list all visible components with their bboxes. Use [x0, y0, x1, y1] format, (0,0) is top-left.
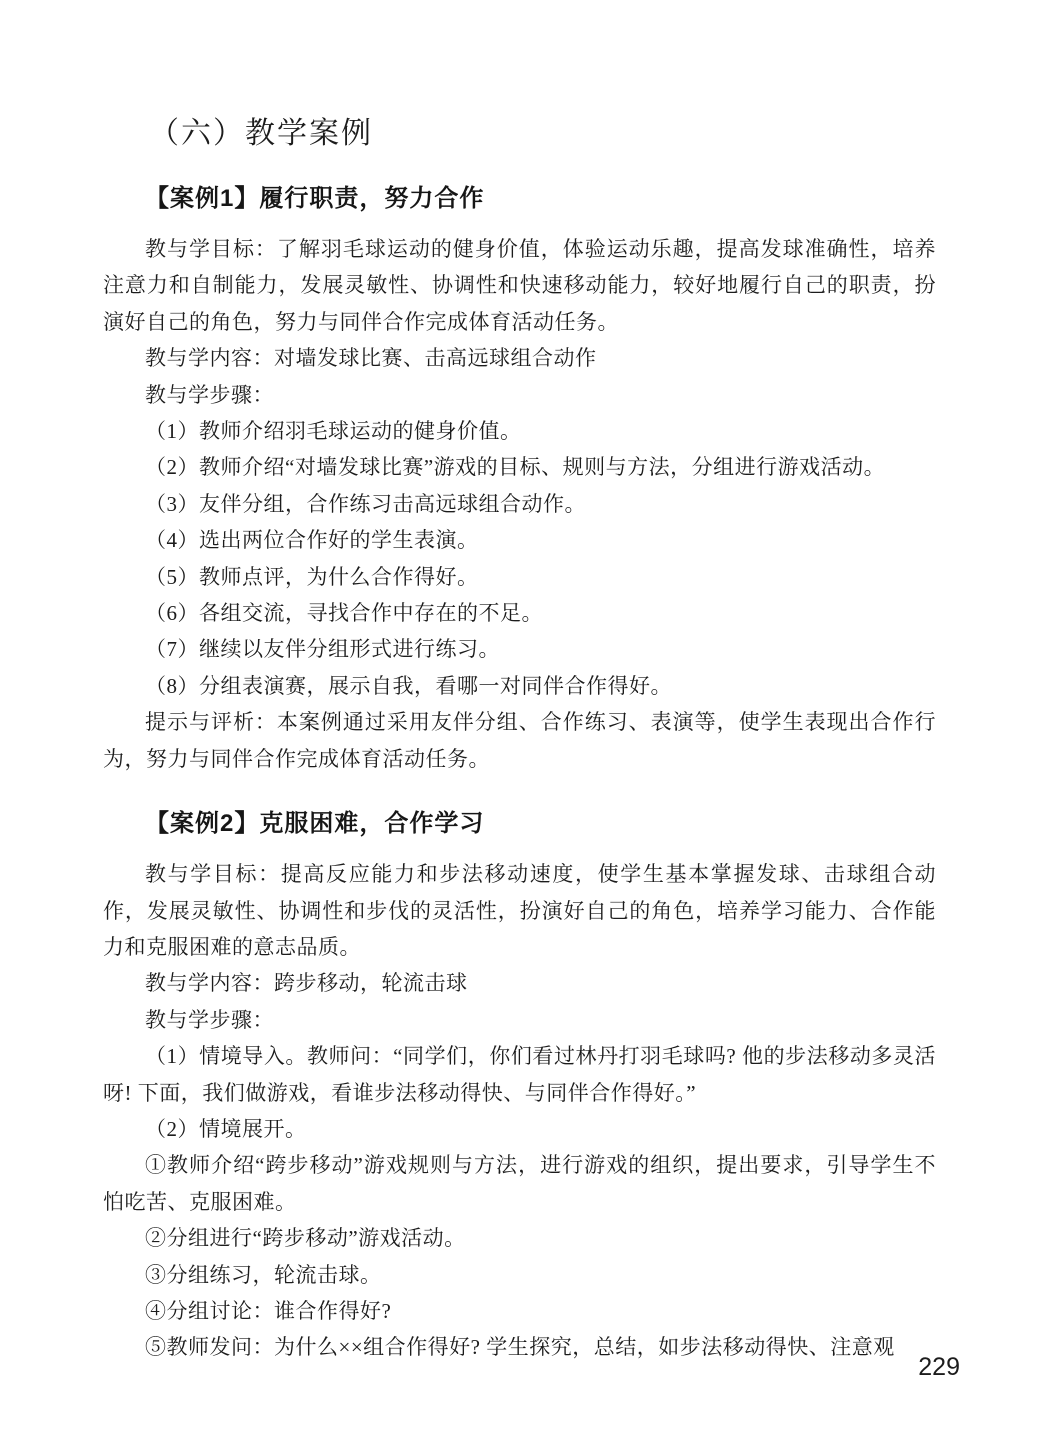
- case1-goals-paragraph: 教与学目标：了解羽毛球运动的健身价值，体验运动乐趣，提高发球准确性，培养注意力和自制能力，发展灵敏性、协调性和快速移动能力，较好地履行自己的职责，扮演好自己的角色，努力与同伴合作完成体育活动任务。: [103, 237, 936, 334]
- case1-step-8: （8）分组表演赛，展示自我，看哪一对同伴合作得好。: [145, 673, 672, 698]
- case2-substep-5: ⑤教师发问：为什么××组合作得好? 学生探究，总结，如步法移动得快、注意观: [145, 1335, 895, 1360]
- case2-substep-1: ①教师介绍“跨步移动”游戏规则与方法，进行游戏的组织，提出要求，引导学生不怕吃苦、克服困难。: [103, 1153, 936, 1214]
- case2-steps-label: 教与学步骤：: [145, 1007, 274, 1032]
- case1-steps-label: 教与学步骤：: [145, 382, 274, 407]
- section-title: （六）教学案例: [149, 117, 373, 150]
- case2-body: [103, 856, 936, 1366]
- case2-section: [103, 803, 936, 1366]
- case1-step-6: （6）各组交流，寻找合作中存在的不足。: [145, 601, 543, 626]
- case1-tips-paragraph: 提示与评析：本案例通过采用友伴分组、合作练习、表演等，使学生表现出合作行为，努力与同伴合作完成体育活动任务。: [103, 710, 936, 771]
- case1-step-2: （2）教师介绍“对墙发球比赛”游戏的目标、规则与方法，分组进行游戏活动。: [145, 455, 886, 480]
- case2-step-1: （1）情境导入。教师问：“同学们，你们看过林丹打羽毛球吗? 他的步法移动多灵活呀! 下面，我们做游戏，看谁步法移动得快、与同伴合作得好。”: [103, 1044, 936, 1105]
- case2-substep-2: ②分组进行“跨步移动”游戏活动。: [145, 1226, 466, 1251]
- case2-step-2: （2）情境展开。: [145, 1116, 307, 1141]
- page-number: 229: [918, 1353, 960, 1381]
- case1-step-7: （7）继续以友伴分组形式进行练习。: [145, 637, 500, 662]
- case1-section: [103, 178, 936, 777]
- case1-body: [103, 231, 936, 777]
- case2-heading: 【案例2】克服困难，合作学习: [145, 810, 485, 838]
- case2-substep-4: ④分组讨论：谁合作得好?: [145, 1298, 392, 1323]
- case1-content-paragraph: 教与学内容：对墙发球比赛、击高远球组合动作: [145, 346, 597, 371]
- case1-step-3: （3）友伴分组，合作练习击高远球组合动作。: [145, 491, 586, 516]
- case1-step-5: （5）教师点评，为什么合作得好。: [145, 564, 479, 589]
- case1-heading: 【案例1】履行职责，努力合作: [145, 185, 485, 212]
- case2-goals-paragraph: 教与学目标：提高反应能力和步法移动速度，使学生基本掌握发球、击球组合动作，发展灵敏性、协调性和步伐的灵活性，扮演好自己的角色，培养学习能力、合作能力和克服困难的意志品质。: [103, 862, 936, 959]
- case1-step-1: （1）教师介绍羽毛球运动的健身价值。: [145, 419, 522, 444]
- case1-step-4: （4）选出两位合作好的学生表演。: [145, 528, 479, 553]
- case2-substep-3: ③分组练习，轮流击球。: [145, 1262, 382, 1287]
- case2-content-paragraph: 教与学内容：跨步移动，轮流击球: [145, 971, 468, 996]
